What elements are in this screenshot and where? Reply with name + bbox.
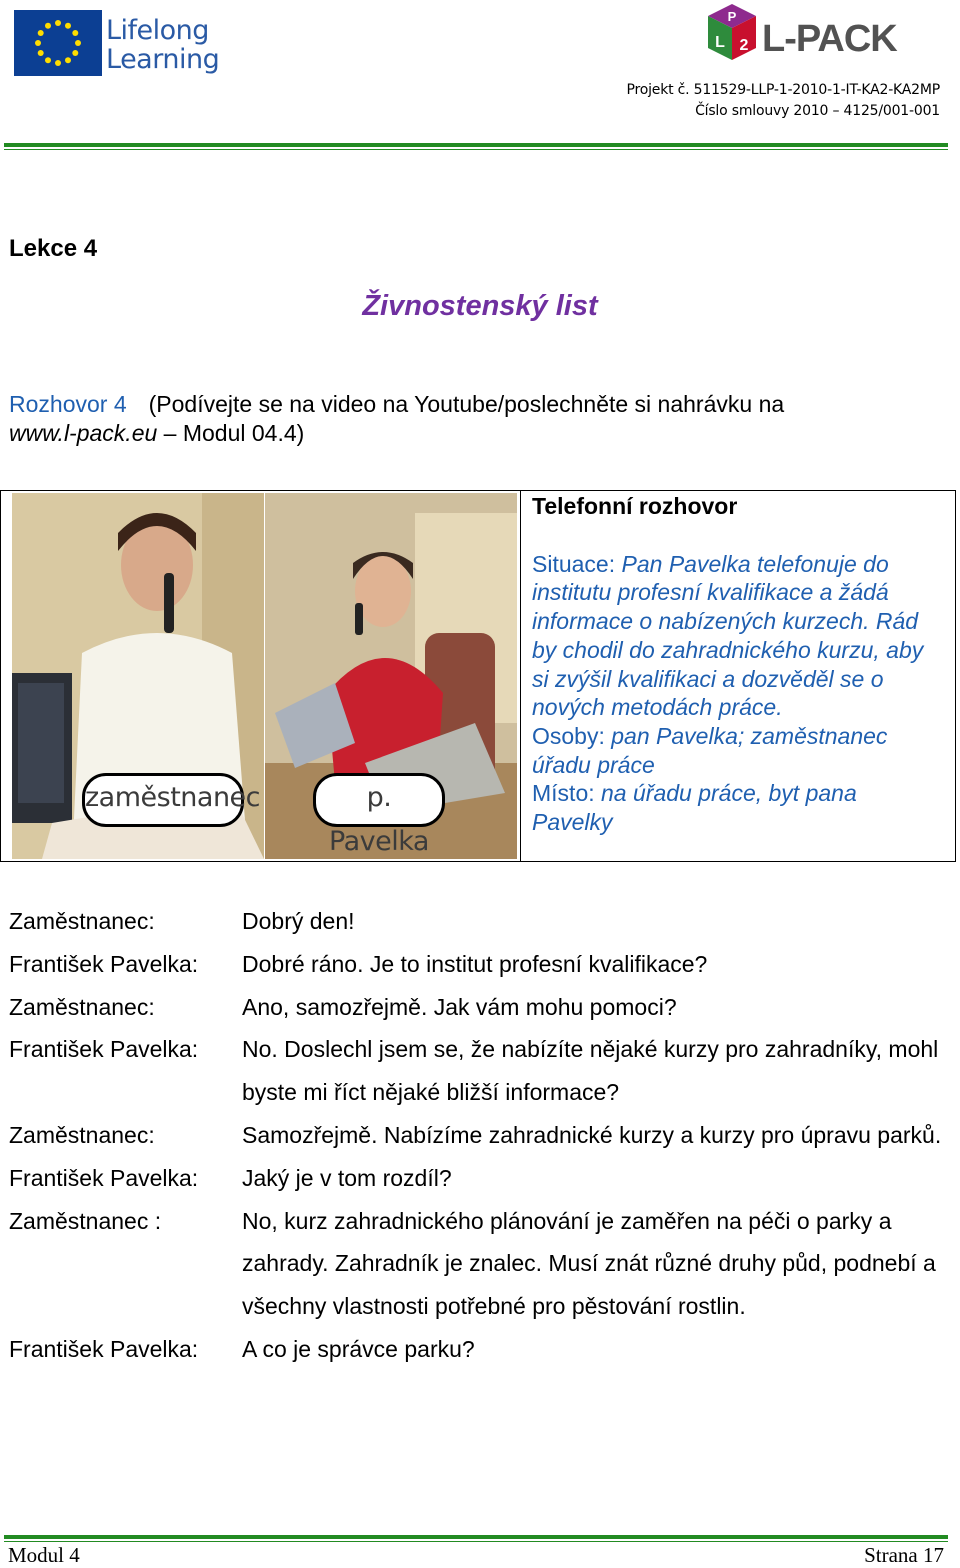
lesson-label: Lekce 4 <box>9 235 98 262</box>
logo-line-2: Learning <box>106 44 220 75</box>
dialogue <box>9 900 949 1371</box>
dialogue-line: Ano, samozřejmě. Jak vám mohu pomoci? <box>242 993 677 1020</box>
dialogue-row <box>9 1028 949 1114</box>
dialogue-row <box>9 1157 949 1200</box>
dialogue-speaker: Zaměstnanec: <box>9 908 155 934</box>
situation-label: Situace: <box>532 550 622 577</box>
lpack-letter-p: P <box>727 9 737 24</box>
logo-line-1: Lifelong <box>106 15 209 46</box>
dialogue-line: No. Doslechl jsem se, že nabízíte nějaké kurzy pro zahradníky, mohl byste mi říct nějaké bližší informace? <box>242 1036 939 1106</box>
persons-text: pan Pavelka; zaměstnanec úřadu práce <box>532 722 888 778</box>
project-number: Projekt č. 511529-LLP-1-2010-1-IT-KA2-KA2MP <box>626 82 940 98</box>
eu-stars <box>14 10 102 76</box>
dialogue-row <box>9 900 949 943</box>
persons-label: Osoby: <box>532 722 612 749</box>
dialogue-row <box>9 1200 949 1328</box>
dialogue-line: No, kurz zahradnického plánování je zaměřen na péči o parky a zahrady. Zahradník je znalec. Musí znát různé druhy půd, podnebí a všechny vlastnosti potřebné pro pěstování rostlin. <box>242 1207 936 1320</box>
eu-flag-icon <box>14 10 102 76</box>
table-divider <box>520 491 521 861</box>
dialogue-speaker: František Pavelka: <box>9 1036 199 1063</box>
dialogue-speaker: Zaměstnanec: <box>9 1121 155 1148</box>
conversation-label: Rozhovor 4 <box>9 391 127 417</box>
header-rule <box>4 143 948 150</box>
lpack-logo <box>700 2 920 66</box>
dialogue-line: Dobré ráno. Je to institut profesní kvalifikace? <box>242 950 708 977</box>
page-title: Živnostenský list <box>362 290 598 322</box>
lifelong-learning-wordmark <box>106 16 219 74</box>
pavelka-photo <box>265 493 517 859</box>
dialogue-line: Jaký je v tom rozdíl? <box>242 1164 452 1191</box>
intro-instruction: (Podívejte se na video na Youtube/poslechněte si nahrávku na <box>148 391 785 417</box>
dialogue-line: A co je správce parku? <box>242 1335 475 1362</box>
situation-text: Pan Pavelka telefonuje do institutu profesní kvalifikace a žádá informace o nabízených kurzech. Rád by chodil do zahradnického kurzu, aby si zvýšil kvalifikaci a dozvěděl se o nových metodách práce. <box>532 550 924 721</box>
contract-number: Číslo smlouvy 2010 – 4125/001-001 <box>695 103 940 119</box>
employee-caption: zaměstnanec <box>82 773 244 827</box>
lpack-cube-icon <box>700 2 764 66</box>
scene-heading: Telefonní rozhovor <box>532 493 738 519</box>
dialogue-speaker: František Pavelka: <box>9 1335 199 1362</box>
module-reference: – Modul 04.4) <box>157 420 305 446</box>
footer-rule <box>4 1535 948 1542</box>
dialogue-row <box>9 1328 949 1371</box>
place-label: Místo: <box>532 780 602 807</box>
dialogue-row <box>9 1114 949 1157</box>
dialogue-speaker: Zaměstnanec : <box>9 1207 162 1234</box>
intro-paragraph <box>9 390 929 448</box>
footer-page-number: Strana 17 <box>864 1543 944 1567</box>
pavelka-caption: p. Pavelka <box>313 773 445 827</box>
lifelong-learning-logo <box>14 10 220 82</box>
website-link[interactable]: www.l-pack.eu <box>9 420 158 446</box>
lpack-wordmark: L-PACK <box>762 18 897 60</box>
dialogue-speaker: Zaměstnanec: <box>9 993 155 1020</box>
place-text: na úřadu práce, byt pana Pavelky <box>532 780 857 836</box>
dialogue-line: Samozřejmě. Nabízíme zahradnické kurzy a kurzy pro úpravu parků. <box>242 1121 942 1148</box>
scene-description <box>532 492 942 837</box>
dialogue-speaker: František Pavelka: <box>9 1164 199 1191</box>
footer-module: Modul 4 <box>8 1543 80 1567</box>
dialogue-row <box>9 986 949 1029</box>
dialogue-speaker: František Pavelka: <box>9 950 199 977</box>
dialogue-row <box>9 943 949 986</box>
lpack-letter-2: 2 <box>739 37 749 54</box>
dialogue-line: Dobrý den! <box>242 908 355 934</box>
lpack-letter-l: L <box>715 34 725 51</box>
employee-photo <box>12 493 264 859</box>
